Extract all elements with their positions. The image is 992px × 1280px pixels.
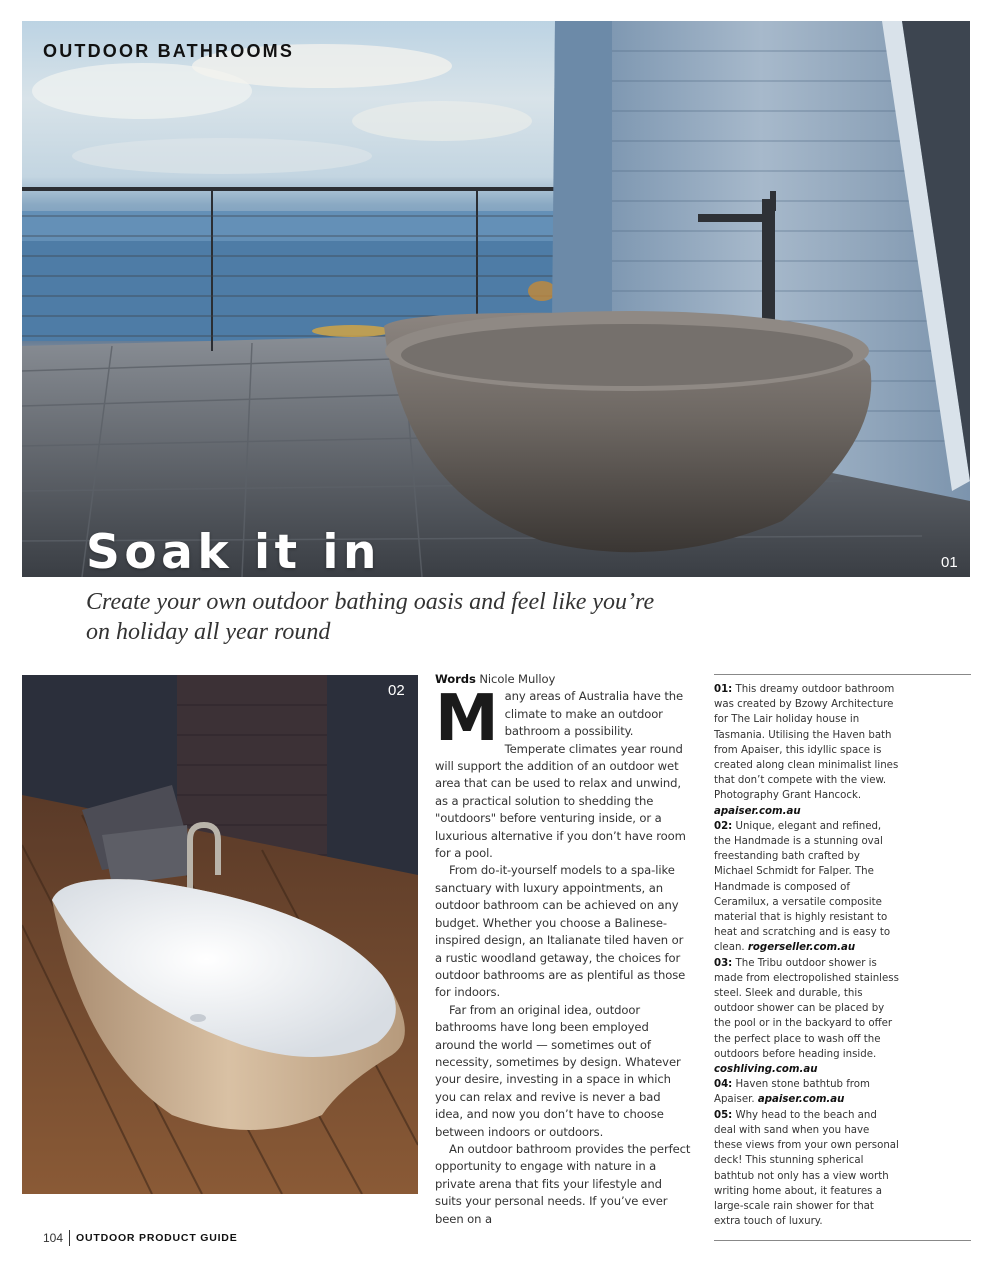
- caption-04: 04: Haven stone bathtub from Apaiser. apaiser.com.au: [714, 1079, 870, 1106]
- article-body: [435, 671, 691, 1228]
- caption-02: 02: Unique, elegant and refined, the Handmade is a stunning oval freestanding bath crafted by Michael Schmidt for Falper. The Handmade is composed of Ceramilux, a versatile composite material that is highly resistant to heat and scratching and is easy to clean. rogerseller.com.au: [714, 820, 891, 954]
- article-paragraph: An outdoor bathroom provides the perfect opportunity to engage with nature in a private arena that fits your lifestyle and suits your personal needs. If you’ve ever been on a: [435, 1141, 691, 1226]
- caption-link[interactable]: apaiser.com.au: [757, 1094, 845, 1106]
- page-number: 104: [43, 1231, 64, 1245]
- caption-link[interactable]: rogerseller.com.au: [747, 942, 856, 954]
- byline-label: Words: [435, 672, 476, 686]
- captions-panel: [714, 674, 971, 1241]
- caption-03: 03: The Tribu outdoor shower is made from electropolished stainless steel. Sleek and durable, this outdoor shower can be placed by the pool or in the backyard to offer the perfect place to wash off the outdoors before heading inside. coshliving.com.au: [714, 957, 899, 1076]
- caption-link[interactable]: apaiser.com.au: [714, 805, 801, 817]
- page-title: Soak it in: [86, 525, 381, 580]
- figure-number-02: 02: [388, 682, 405, 699]
- page-footer: [43, 1229, 238, 1247]
- hero-illustration: [22, 21, 970, 580]
- publication-name: OUTDOOR PRODUCT GUIDE: [76, 1232, 238, 1244]
- caption-link[interactable]: coshliving.com.au: [714, 1064, 818, 1076]
- standfirst-line-2: on holiday all year round: [86, 619, 331, 645]
- article-paragraph: Far from an original idea, outdoor bathrooms have long been employed around the world — sometimes out of necessity, sometimes by design. Whatever your desire, investing in a space in which you can relax and revive is never a bad idea, and now you don’t have to choose between indoors or outdoors.: [435, 1002, 681, 1139]
- byline-name: Nicole Mulloy: [479, 672, 556, 686]
- standfirst-line-1: Create your own outdoor bathing oasis and feel like you’re: [86, 589, 655, 615]
- figure-number-01: 01: [941, 554, 958, 571]
- drop-cap: M: [435, 682, 499, 757]
- photo2-illustration: [22, 675, 418, 1194]
- article-paragraph: From do-it-yourself models to a spa-like sanctuary with luxury appointments, an outdoor bathroom can be achieved on any budget. Whether you choose a Balinese-inspired design, an Italianate tiled haven or a rustic woodland getaway, the choices for outdoor bathrooms are as plentiful as those for indoors.: [435, 863, 686, 1000]
- caption-05: 05: Why head to the beach and deal with sand when you have these views from your own personal deck! This stunning spherical bathtub not only has a view worth writing home about, it features a large-scale rain shower for that extra touch of luxury.: [714, 1109, 899, 1228]
- caption-01: 01: This dreamy outdoor bathroom was created by Bzowy Architecture for The Lair holiday house in Tasmania. Utilising the Haven bath from Apaiser, this idyllic space is created along clean minimalist lines that don’t compete with the view. Photography Grant Hancock. apaiser.com.au: [714, 684, 899, 817]
- section-label: OUTDOOR BATHROOMS: [43, 41, 295, 61]
- byline: [435, 671, 691, 688]
- standfirst: [86, 587, 726, 647]
- photo-handmade-bath: [22, 675, 418, 1194]
- footer-divider: [69, 1230, 70, 1246]
- article-paragraph: Many areas of Australia have the climate to make an outdoor bathroom a possibility. Temperate climates year round will support the addition of an outdoor wet area that can be used to relax and unwind, as a practical solution to shedding the "outdoors" before venturing inside, or a luxurious alternative if you don’t have room for a pool.: [435, 682, 686, 861]
- hero-photo: [22, 21, 970, 580]
